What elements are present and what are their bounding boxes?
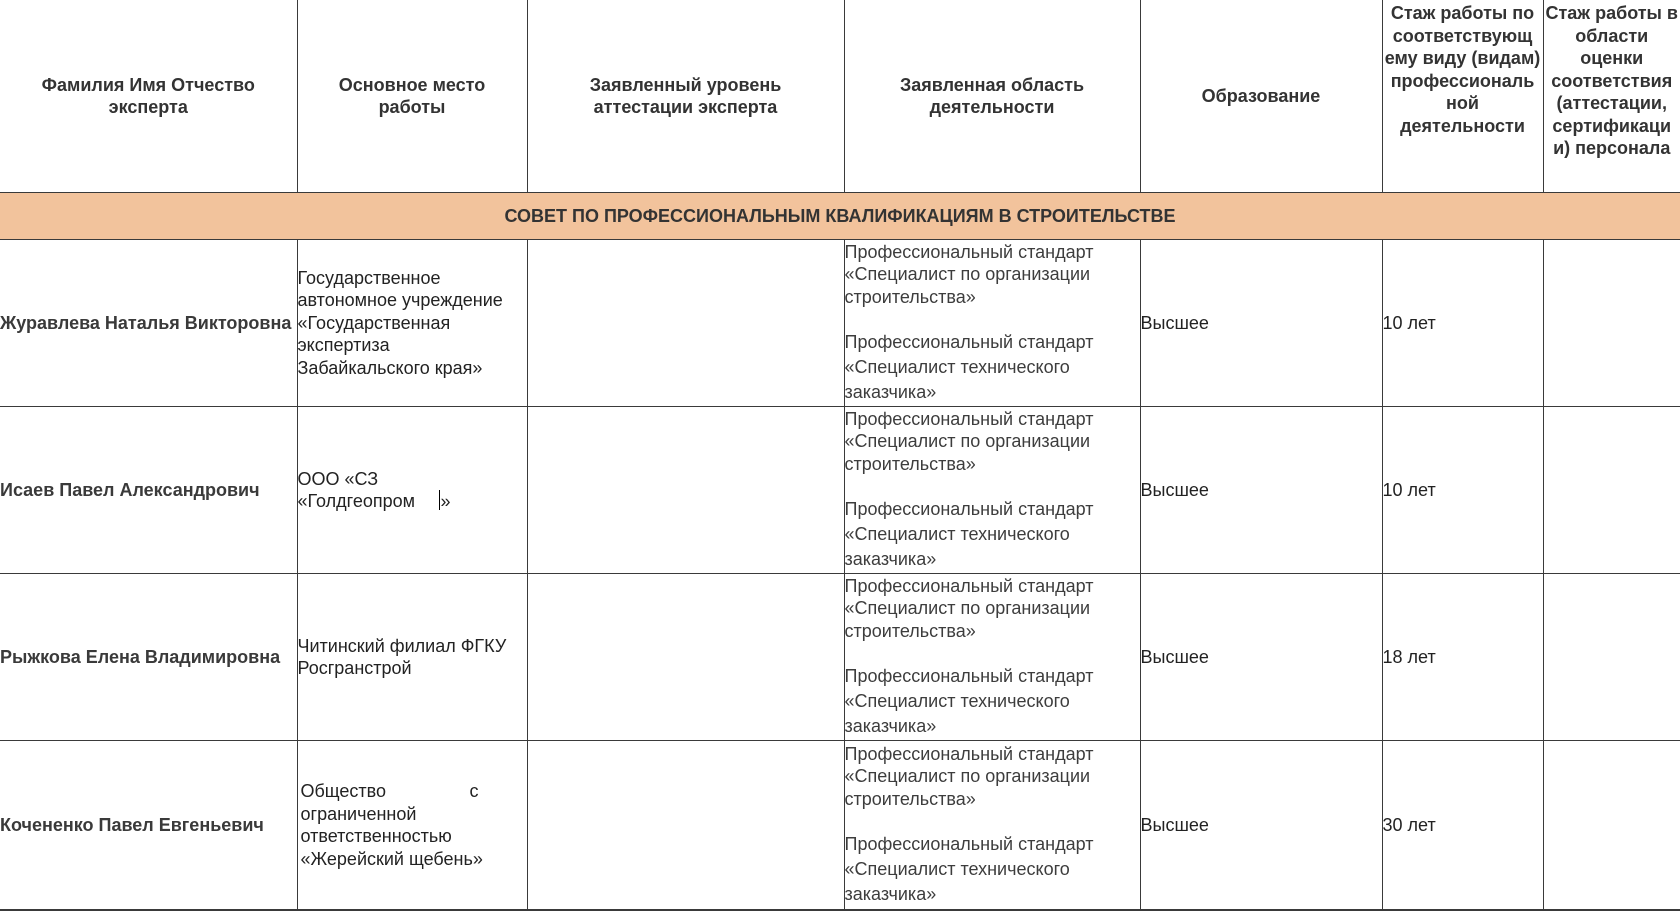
expert-experience: 30 лет <box>1382 741 1543 911</box>
expert-name: Исаев Павел Александрович <box>0 407 297 574</box>
table-row <box>0 407 1680 574</box>
expert-experience: 18 лет <box>1382 574 1543 741</box>
workplace-text: ООО «СЗ «Голдгеопром <box>297 468 416 511</box>
workplace-line-rest: ограниченной ответственностью «Жерейский щебень» <box>300 803 483 869</box>
workplace-line-1: Общество с <box>300 781 479 801</box>
standard-1: Профессиональный стандарт «Специалист по организации строительства» <box>844 575 1094 641</box>
expert-workplace: Читинский филиал ФГКУ Росгранстрой <box>297 574 527 741</box>
expert-area <box>844 741 1140 911</box>
expert-workplace <box>297 741 527 911</box>
expert-assessment-experience <box>1543 407 1680 574</box>
standard-2: Профессиональный стандарт «Специалист технического заказчика» <box>844 332 1094 403</box>
section-row <box>0 193 1680 240</box>
expert-assessment-experience <box>1543 741 1680 911</box>
standard-1: Профессиональный стандарт «Специалист по организации строительства» <box>844 743 1094 809</box>
expert-education: Высшее <box>1140 240 1382 407</box>
expert-area <box>844 574 1140 741</box>
table-row <box>0 574 1680 741</box>
table-row <box>0 240 1680 407</box>
header-workplace: Основное место работы <box>297 0 527 193</box>
section-title: СОВЕТ ПО ПРОФЕССИОНАЛЬНЫМ КВАЛИФИКАЦИЯМ В СТРОИТЕЛЬСТВЕ <box>0 193 1680 240</box>
expert-area <box>844 407 1140 574</box>
standard-1: Профессиональный стандарт «Специалист по организации строительства» <box>844 241 1094 307</box>
expert-level <box>527 240 844 407</box>
header-level: Заявленный уровень аттестации эксперта <box>527 0 844 193</box>
expert-workplace: Государственное автономное учреждение «Государственная экспертиза Забайкальского края» <box>297 240 527 407</box>
expert-experience: 10 лет <box>1382 407 1543 574</box>
expert-level <box>527 574 844 741</box>
expert-level <box>527 407 844 574</box>
header-education: Образование <box>1140 0 1382 193</box>
expert-education: Высшее <box>1140 741 1382 911</box>
expert-name: Кочененко Павел Евгеньевич <box>0 741 297 911</box>
header-row <box>0 0 1680 193</box>
table-row <box>0 741 1680 911</box>
standard-2: Профессиональный стандарт «Специалист технического заказчика» <box>844 499 1094 570</box>
standard-1: Профессиональный стандарт «Специалист по организации строительства» <box>844 408 1094 474</box>
header-assessment-experience: Стаж работы в области оценки соответствия (аттестации, сертификаци и) персонала <box>1543 0 1680 193</box>
header-area: Заявленная область деятельности <box>844 0 1140 193</box>
header-experience: Стаж работы по соответствующ ему виду (видам) профессиональ ной деятельности <box>1382 0 1543 193</box>
expert-area <box>844 240 1140 407</box>
expert-name: Журавлева Наталья Викторовна <box>0 240 297 407</box>
expert-assessment-experience <box>1543 240 1680 407</box>
workplace-text-end: » <box>440 491 451 511</box>
expert-workplace <box>297 407 527 574</box>
expert-education: Высшее <box>1140 407 1382 574</box>
expert-experience: 10 лет <box>1382 240 1543 407</box>
header-name: Фамилия Имя Отчество эксперта <box>0 0 297 193</box>
expert-name: Рыжкова Елена Владимировна <box>0 574 297 741</box>
expert-assessment-experience <box>1543 574 1680 741</box>
expert-level <box>527 741 844 911</box>
standard-2: Профессиональный стандарт «Специалист технического заказчика» <box>844 666 1094 737</box>
standard-2: Профессиональный стандарт «Специалист технического заказчика» <box>844 834 1094 905</box>
expert-education: Высшее <box>1140 574 1382 741</box>
text-cursor <box>439 490 440 510</box>
